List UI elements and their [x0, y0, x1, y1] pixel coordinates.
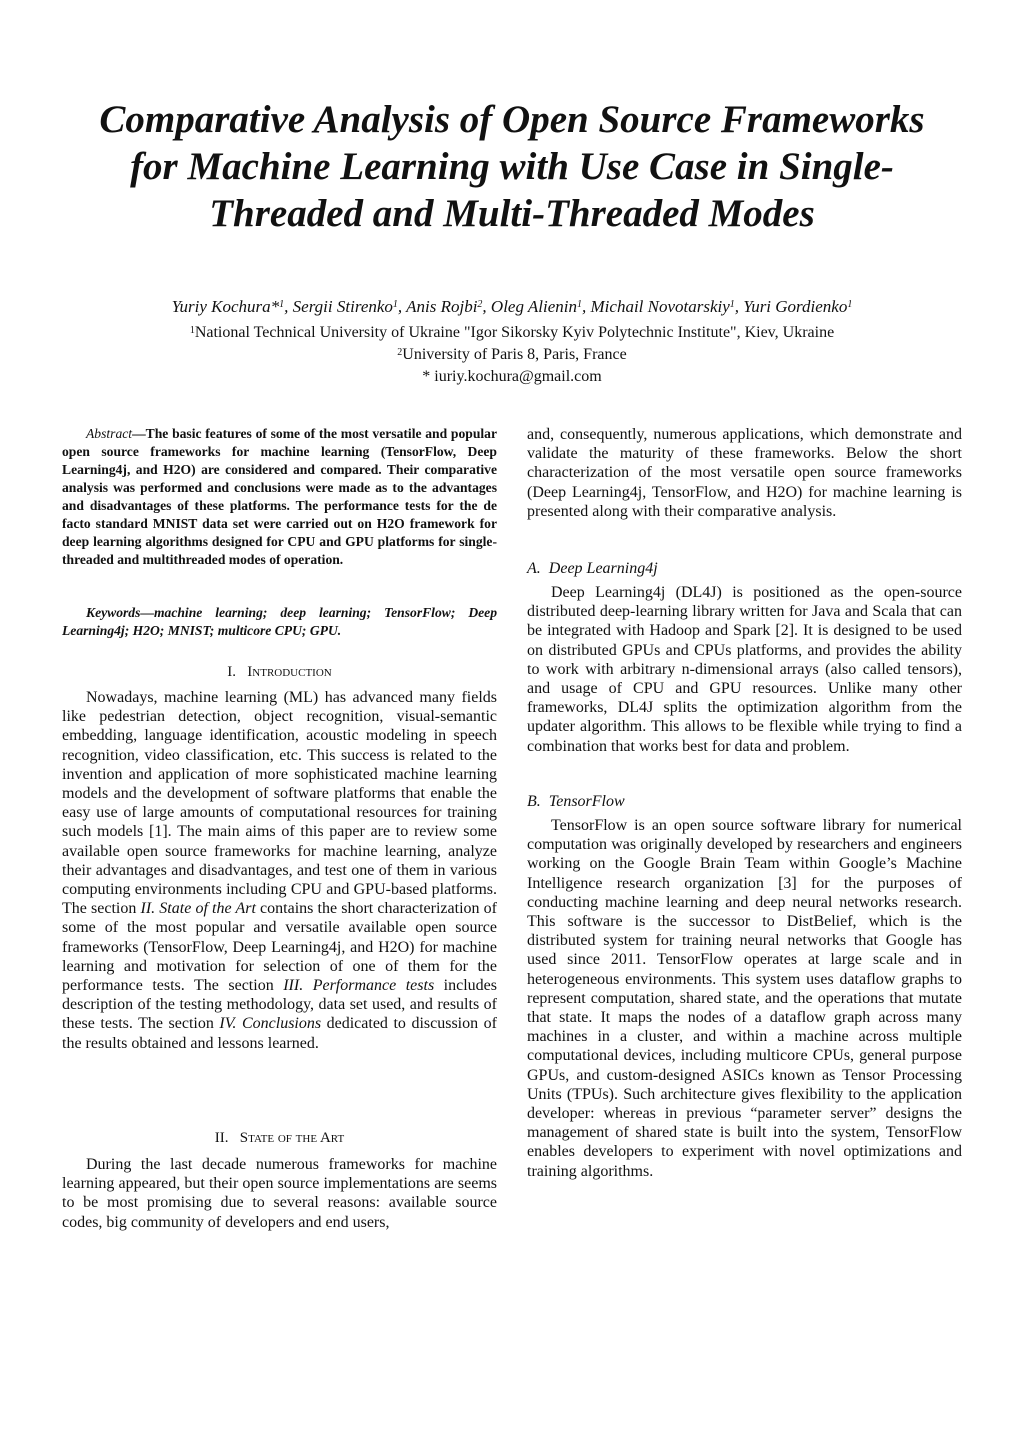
- affiliation-sup: 2: [397, 347, 403, 358]
- ref-conclusions: IV. Conclusions: [219, 1015, 322, 1033]
- author: Sergii Stirenko: [292, 297, 393, 316]
- dl4j-body: [527, 583, 962, 756]
- author: Yuri Gordienko: [743, 297, 848, 316]
- keywords: [62, 604, 497, 640]
- abstract-dash: —: [132, 426, 146, 441]
- author: Yuriy Kochura*: [171, 297, 280, 316]
- section-heading-state-of-art: [62, 1129, 497, 1148]
- subsection-title: TensorFlow: [548, 793, 625, 810]
- introduction-paragraph: [62, 688, 497, 1053]
- affiliation-sup: 1: [189, 325, 195, 336]
- abstract: [62, 425, 497, 569]
- intro-text-a: Nowadays, machine learning (ML) has advanced many fields like pedestrian detection, object recognition, visual-semantic embedding, language identification, acoustic modeling in speech recognition, video classification, etc. This success is related to the invention and application of more sophisticated machine learning models and the development of software platforms that enable the easy use of large amounts of computational resources for training such models [1]. The main aims of this paper are to review some available open source frameworks for machine learning, analyze their advantages and disadvantages, and test one of them in various computing environments including CPU and GPU-based platforms. The section: [62, 689, 497, 918]
- affiliation-1: [40, 322, 984, 343]
- author: Michail Novotarskiy: [590, 297, 730, 316]
- state-of-art-body: [62, 1155, 497, 1232]
- author-sup: 1: [279, 299, 285, 310]
- author-sup: 1: [577, 299, 583, 310]
- author-sup: 2: [477, 299, 483, 310]
- keywords-text: machine learning; deep learning; TensorFlow; Deep Learning4j; H2O; MNIST; multicore CPU; GPU.: [62, 605, 497, 638]
- dl4j-paragraph: Deep Learning4j (DL4J) is positioned as the open-source distributed deep-learning library written for Java and Scala that can be integrated with Hadoop and Spark [2]. It is designed to be used on distributed GPUs and CPUs platforms, and provides the ability to work with arbitrary n-dimensional arrays (also called tensors), and usage of CPU and GPU resources. Unlike many other frameworks, DL4J splits the optimization algorithm from the updater algorithm. This allows to be flexible while trying to find a combination that works best for data and problem.: [527, 584, 962, 755]
- section-title: Introduction: [247, 664, 332, 680]
- intro-text-d: dedicated to discussion of the results obtained and lessons learned.: [62, 1015, 497, 1052]
- title-line-1: Comparative Analysis of Open Source Frameworks: [99, 98, 925, 141]
- tensorflow-body: [527, 816, 962, 1181]
- state-of-art-paragraph: During the last decade numerous frameworks for machine learning appeared, but their open source implementations are seems to be most promising due to several reasons: available source codes, big community of developers and end users,: [62, 1156, 497, 1231]
- intro-text-b: contains the short characterization of some of the most popular and versatile available open source frameworks (TensorFlow, Deep Learning4j, and H2O) for machine learning and motivation for selection of one of them for the performance tests. The section: [62, 900, 498, 995]
- subsection-label: A.: [527, 560, 541, 577]
- introduction-body: [62, 688, 497, 1053]
- intro-text-c: includes description of the testing methodology, data set used, and results of these tests. The section: [62, 977, 497, 1033]
- section-number: I.: [227, 664, 237, 680]
- contact-email[interactable]: * iuriy.kochura@gmail.com: [422, 368, 602, 385]
- author-sup: 1: [847, 299, 853, 310]
- ref-performance-tests: III. Performance tests: [283, 977, 435, 995]
- ref-state-of-art: II. State of the Art: [140, 900, 256, 918]
- author-list: Yuriy Kochura*$^1$, Sergii Stirenko$^1$, Anis Rojbi$^2$, Oleg Alienin$^1$, Michail Novotarskiy$^1$, Yuri Gordienko$^1$: [171, 297, 853, 316]
- author-sup: 1: [392, 299, 398, 310]
- title-line-3: Threaded and Multi-Threaded Modes: [209, 192, 815, 235]
- title-line-2: for Machine Learning with Use Case in Single-: [130, 145, 894, 188]
- abstract-label: Abstract: [86, 426, 133, 441]
- author: Oleg Alienin: [490, 297, 578, 316]
- subsection-heading-tensorflow: [527, 792, 625, 811]
- section-title: State of the Art: [239, 1130, 345, 1146]
- tensorflow-paragraph: TensorFlow is an open source software library for numerical computation was originally developed by researchers and engineers working on the Google Brain Team within Google’s Machine Intelligence research organization [3] for the purposes of conducting machine learning and deep neural networks research. This software is the successor to DistBelief, which is the distributed system for training neural networks that Google has used since 2011. TensorFlow operates at large scale and in heterogeneous environments. This system uses dataflow graphs to represent computation, shared state, and the operations that mutate that state. It maps the nodes of a dataflow graph across many machines in a cluster, and within a machine across multiple computational devices, including multicore CPUs, general purpose GPUs, and custom-designed ASICs known as Tensor Processing Units (TPUs). Such architecture gives flexibility to the application developer: whereas in previous “parameter server” designs the management of shared state is built into the system, TensorFlow enables developers to experiment with novel optimizations and training algorithms.: [527, 817, 962, 1180]
- subsection-title: Deep Learning4j: [548, 560, 658, 577]
- state-of-art-paragraph-cont: and, consequently, numerous applications, which demonstrate and validate the maturity of these frameworks. Below the short characterization of the most versatile open source frameworks (Deep Learning4j, TensorFlow, and H2O) for machine learning is presented along with their comparative analysis.: [527, 426, 962, 520]
- affiliation-text: National Technical University of Ukraine "Igor Sikorsky Kyiv Polytechnic Institute", Kiev, Ukraine: [194, 324, 835, 341]
- section-number: II.: [214, 1130, 229, 1146]
- author-sup: 1: [729, 299, 735, 310]
- section-heading-introduction: [62, 663, 497, 682]
- subsection-label: B.: [527, 793, 541, 810]
- affiliation-2: [40, 344, 984, 365]
- keywords-dash: —: [140, 605, 154, 620]
- subsection-heading-dl4j: [527, 559, 658, 578]
- paper-title: [40, 96, 984, 237]
- state-of-art-continued: [527, 425, 962, 521]
- author: Anis Rojbi: [406, 297, 478, 316]
- affiliation-text: University of Paris 8, Paris, France: [402, 346, 627, 363]
- abstract-text: The basic features of some of the most versatile and popular open source frameworks for machine learning (TensorFlow, Deep Learning4j, and H2O) are considered and compared. Their comparative analysis was performed and conclusions were made as to the advantages and disadvantages of these platforms. The performance tests for the de facto standard MNIST data set were carried out on H2O framework for deep learning algorithms designed for CPU and GPU platforms for single-threaded and multithreaded modes of operation.: [62, 426, 497, 567]
- keywords-label: Keywords: [86, 605, 141, 620]
